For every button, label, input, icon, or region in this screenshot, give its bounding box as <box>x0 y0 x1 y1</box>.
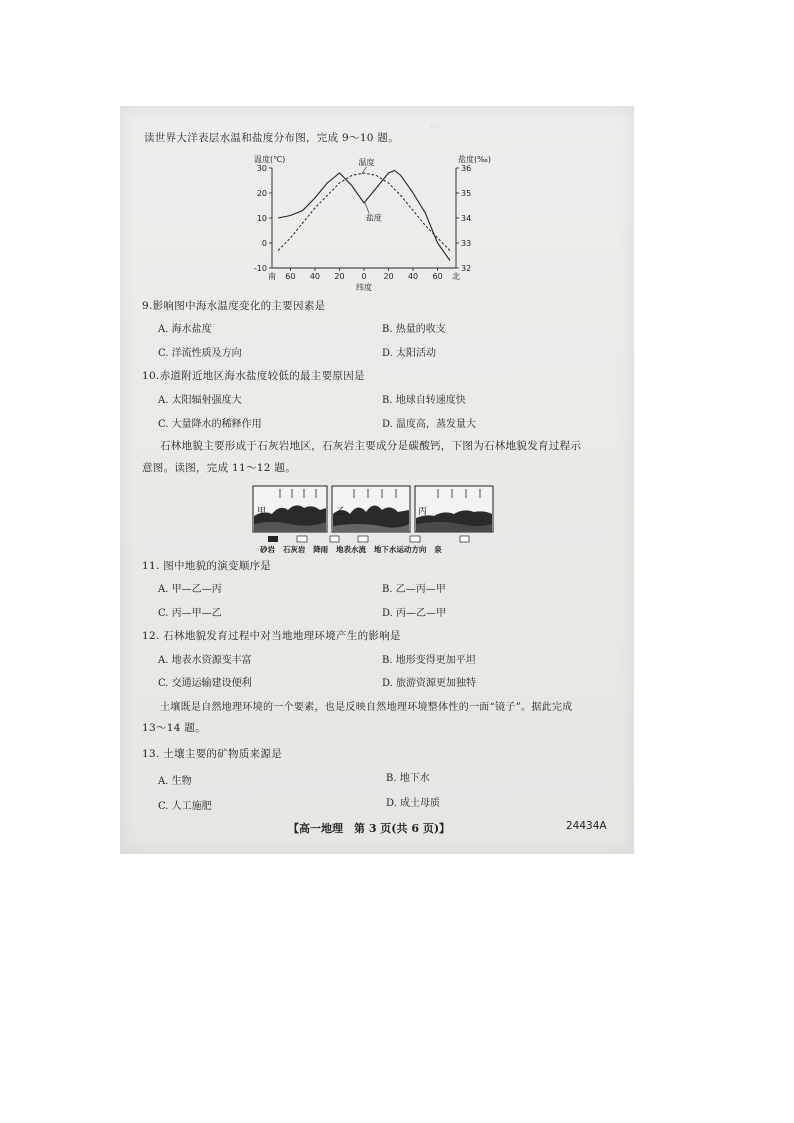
x-tick-label: 北 <box>452 272 460 281</box>
panel-yi <box>332 486 410 532</box>
intro-q11-12-line2: 意图。读图，完成 11～12 题。 <box>142 462 296 474</box>
legend-spring: 泉 <box>434 545 442 554</box>
q13-option-c[interactable]: C. 人工施肥 <box>158 801 212 812</box>
x-tick-label: 60 <box>432 272 443 281</box>
y-left-tick-label: 30 <box>256 164 267 173</box>
temperature-salinity-chart <box>238 146 491 292</box>
x-tick-label: 20 <box>334 272 345 281</box>
intro-q13-14-line1: 土壤既是自然地理环境的一个要素，也是反映自然地理环境整体性的一面“镜子”。据此完成 <box>160 702 573 713</box>
y-right-tick-label: 35 <box>461 189 472 198</box>
paper-code: 24434A <box>566 820 607 832</box>
q10-stem: 10.赤道附近地区海水盐度较低的最主要原因是 <box>142 370 365 382</box>
q10-option-a[interactable]: A. 太阳辐射强度大 <box>158 395 242 406</box>
q9-option-d[interactable]: D. 太阳活动 <box>382 348 437 359</box>
q13-stem: 13. 土壤主要的矿物质来源是 <box>142 748 283 760</box>
x-tick-label: 20 <box>383 272 394 281</box>
y-left-axis-label: 温度(℃) <box>254 155 286 164</box>
q12-option-d[interactable]: D. 旅游资源更加独特 <box>382 678 477 689</box>
exam-page <box>120 106 634 854</box>
y-right-tick-label: 32 <box>461 264 472 273</box>
q10-option-b[interactable]: B. 地球自转速度快 <box>382 395 466 406</box>
x-tick-label: 40 <box>309 272 321 281</box>
legend-limestone: 石灰岩 <box>282 545 306 554</box>
y-right-tick-label: 34 <box>461 214 472 223</box>
page-footer-title: 【高一地理 第 3 页(共 6 页)】 <box>288 822 451 835</box>
q9-option-a[interactable]: A. 海水盐度 <box>158 324 212 335</box>
bleed-through-text: … <box>430 120 439 130</box>
intro-q11-12-line1: 石林地貌主要形成于石灰岩地区，石灰岩主要成分是碳酸钙，下图为石林地貌发育过程示 <box>160 440 582 452</box>
q10-option-c[interactable]: C. 大量降水的稀释作用 <box>158 419 262 430</box>
salinity-series-label: 盐度 <box>365 213 382 223</box>
q10-option-d[interactable]: D. 温度高，蒸发量大 <box>382 419 477 430</box>
q9-option-c[interactable]: C. 洋流性质及方向 <box>158 348 242 359</box>
x-tick-label: 40 <box>407 272 419 281</box>
y-left-tick-label: -10 <box>253 264 267 273</box>
panel-label-bing: 丙 <box>418 507 428 517</box>
q11-option-b[interactable]: B. 乙—丙—甲 <box>382 584 446 595</box>
q13-option-b[interactable]: B. 地下水 <box>386 773 430 784</box>
q11-option-a[interactable]: A. 甲—乙—丙 <box>158 584 222 595</box>
q12-option-b[interactable]: B. 地形变得更加平坦 <box>382 655 476 666</box>
q13-option-a[interactable]: A. 生物 <box>158 776 192 787</box>
legend-surface-flow: 地表水流 <box>336 545 367 554</box>
q9-option-b[interactable]: B. 热量的收支 <box>382 324 446 335</box>
salinity-series-line <box>278 171 450 261</box>
intro-q13-14-line2: 13～14 题。 <box>142 722 206 734</box>
legend-sandstone: 砂岩 <box>260 545 275 554</box>
y-left-tick-label: 10 <box>256 214 267 223</box>
x-tick-label: 60 <box>285 272 296 281</box>
figure-legend-symbols <box>268 536 469 542</box>
legend-rainfall: 降雨 <box>313 545 329 554</box>
y-left-tick-label: 0 <box>261 239 267 248</box>
legend-groundwater: 地下水运动方向 <box>373 545 427 554</box>
stone-forest-figure <box>250 484 496 554</box>
intro-q9-10: 读世界大洋表层水温和盐度分布图，完成 9～10 题。 <box>144 132 400 144</box>
panel-jia <box>253 486 327 532</box>
q12-stem: 12. 石林地貌发育过程中对当地地理环境产生的影响是 <box>142 630 401 642</box>
x-tick-label: 0 <box>361 272 367 281</box>
x-tick-label: 南 <box>268 272 276 281</box>
salinity-label-leader <box>365 203 369 213</box>
panel-label-jia: 甲 <box>257 507 267 517</box>
x-axis-label: 纬度 <box>356 283 372 292</box>
y-right-tick-label: 36 <box>461 164 472 173</box>
q11-option-c[interactable]: C. 丙—甲—乙 <box>158 608 222 619</box>
y-right-tick-label: 33 <box>461 239 472 248</box>
panel-bing <box>415 486 493 532</box>
q11-option-d[interactable]: D. 丙—乙—甲 <box>382 608 447 619</box>
q12-option-a[interactable]: A. 地表水资源变丰富 <box>158 655 252 666</box>
temperature-series-label: 温度 <box>358 158 375 167</box>
y-right-axis-label: 盐度(‰) <box>458 155 491 164</box>
q9-stem: 9.影响图中海水温度变化的主要因素是 <box>142 300 326 312</box>
q12-option-c[interactable]: C. 交通运输建设便利 <box>158 678 252 689</box>
panel-label-yi: 乙 <box>336 507 346 517</box>
y-left-tick-label: 20 <box>256 189 267 198</box>
q11-stem: 11. 图中地貌的演变顺序是 <box>142 560 272 572</box>
q13-option-d[interactable]: D. 成土母质 <box>386 798 441 809</box>
